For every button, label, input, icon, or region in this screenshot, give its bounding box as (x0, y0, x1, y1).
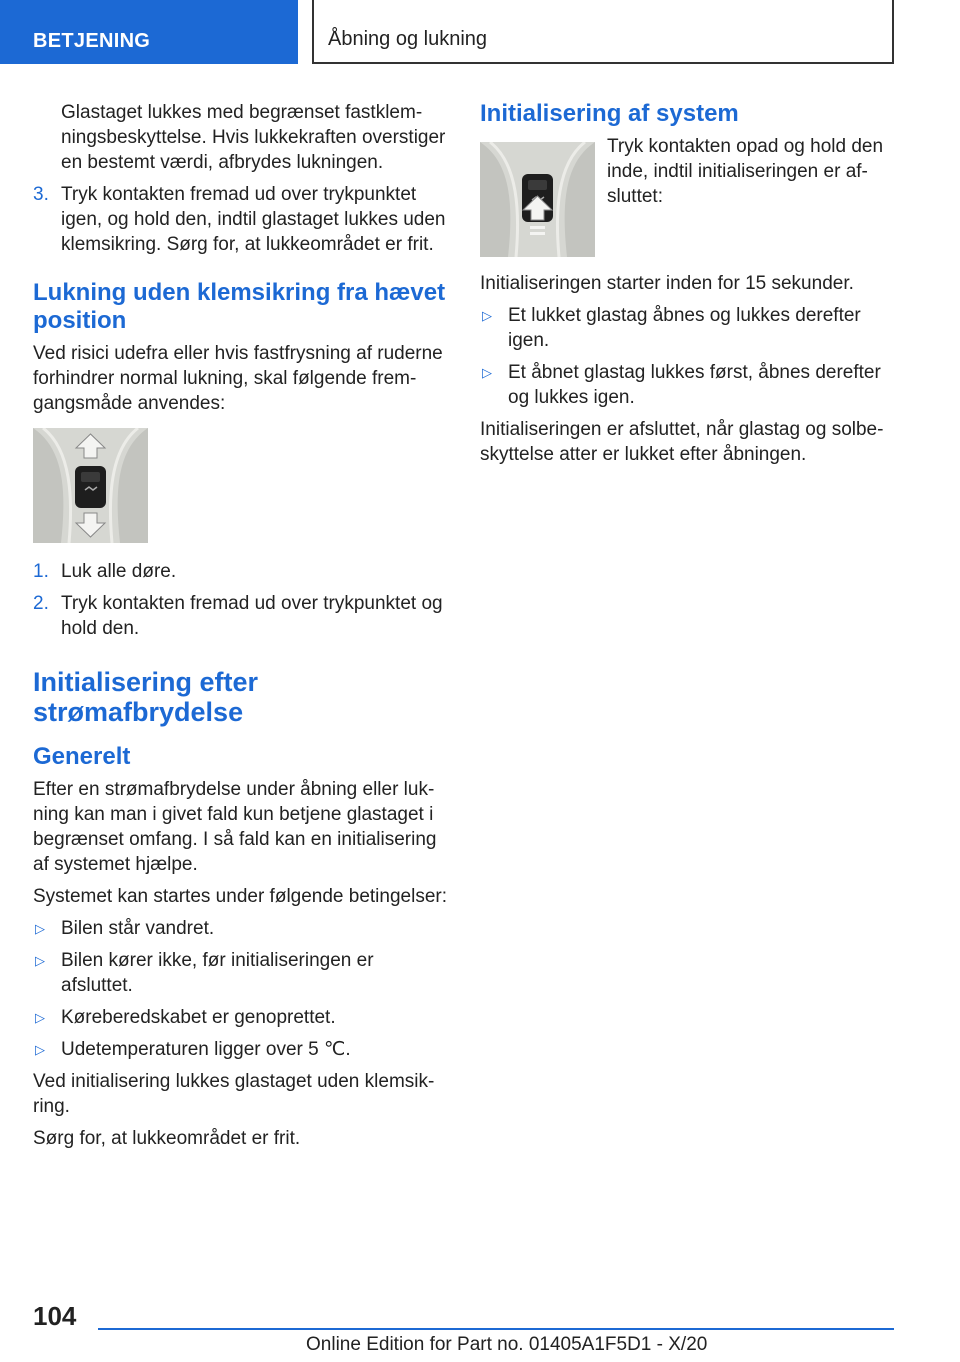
paragraph-start: Initialiseringen starter inden for 15 sekunder. (480, 273, 854, 294)
paragraph-general: Efter en strømafbrydelse under åbning eller lukning kan man i givet fald kun betjene glastaget i begrænset omfang. I så fald kan en initialisering af systemet hjælpe. (33, 779, 437, 875)
bullet-text: Udetemperaturen ligger over 5 ℃. (61, 1039, 351, 1060)
paragraph-closing-note: Sørg for, at lukkeområdet er frit. (33, 1128, 301, 1149)
heading-init-after-power: Initialisering efter strømafbrydelse (33, 667, 259, 727)
bullet-item (33, 916, 448, 941)
triangle-right-icon: ▷ (35, 921, 45, 936)
chapter-title: Åbning og lukning (328, 28, 488, 50)
footer-divider (98, 1328, 894, 1330)
step-text: Tryk kontakten fremad ud over trykpunktet igen, og hold den, indtil glastaget lukkes uden klemsikring. Sørg for, at lukkeområdet er frit. (61, 184, 446, 255)
paragraph-raised: Ved risici udefra eller hvis fastfrysning af ruderne forhindrer normal lukning, skal følgende fremgangsmåde anvendes: (33, 343, 443, 414)
page-number: 104 (33, 1301, 77, 1331)
step-number: 3. (33, 184, 49, 205)
bullet-text: Et lukket glastag åbnes og lukkes derefter igen. (508, 305, 861, 351)
heading-system-init: Initialisering af system (480, 100, 739, 127)
step-item (33, 591, 448, 641)
bullet-text: Bilen står vandret. (61, 918, 215, 939)
step-number: 2. (33, 593, 49, 614)
bullet-text: Et åbnet glastag lukkes først, åbnes derefter og lukkes igen. (508, 362, 881, 408)
paragraph-done: Initialiseringen er afsluttet, når glastag og solbeskyttelse atter er lukket efter åbningen. (480, 419, 884, 465)
section-tab (0, 0, 298, 64)
triangle-right-icon: ▷ (482, 308, 492, 323)
heading-raised-closing: Lukning uden klemsikring fra hævet position (33, 279, 446, 334)
switch-up-illustration (480, 142, 595, 257)
left-column (33, 100, 448, 1158)
bullet-text: Bilen kører ikke, før initialiseringen er afsluttet. (61, 950, 374, 996)
step-text: Luk alle døre. (61, 561, 177, 582)
paragraph-closing: Ved initialisering lukkes glastaget uden klemsikring. (33, 1071, 435, 1117)
triangle-right-icon: ▷ (35, 953, 45, 968)
bullet-item (33, 948, 448, 998)
switch-up-down-illustration (33, 428, 148, 543)
step-text: Tryk kontakten fremad ud over trykpunktet og hold den. (61, 593, 443, 639)
bullet-item (480, 303, 895, 353)
bullet-item (480, 360, 895, 410)
section-label: BETJENING (33, 30, 151, 52)
paragraph-continued: Glastaget lukkes med begrænset fastklemningsbeskyttelse. Hvis lukkekraften overstiger en bestemt værdi, afbrydes lukningen. (61, 102, 446, 173)
right-column (480, 100, 895, 474)
triangle-right-icon: ▷ (35, 1042, 45, 1057)
footer-edition: Online Edition for Part no. 01405A1F5D1 - X/20 (306, 1334, 708, 1355)
paragraph-hold: Tryk kontakten opad og hold den inde, indtil initialiseringen er afsluttet: (607, 136, 884, 207)
bullet-item (33, 1005, 448, 1030)
heading-general: Generelt (33, 743, 131, 770)
triangle-right-icon: ▷ (35, 1010, 45, 1025)
bullet-text: Køreberedskabet er genoprettet. (61, 1007, 336, 1028)
step-item (33, 182, 448, 257)
triangle-right-icon: ▷ (482, 365, 492, 380)
step-item (33, 559, 448, 584)
paragraph-conditions: Systemet kan startes under følgende betingelser: (33, 886, 448, 907)
chapter-title-box (312, 0, 894, 64)
step-number: 1. (33, 561, 49, 582)
bullet-item (33, 1037, 448, 1062)
